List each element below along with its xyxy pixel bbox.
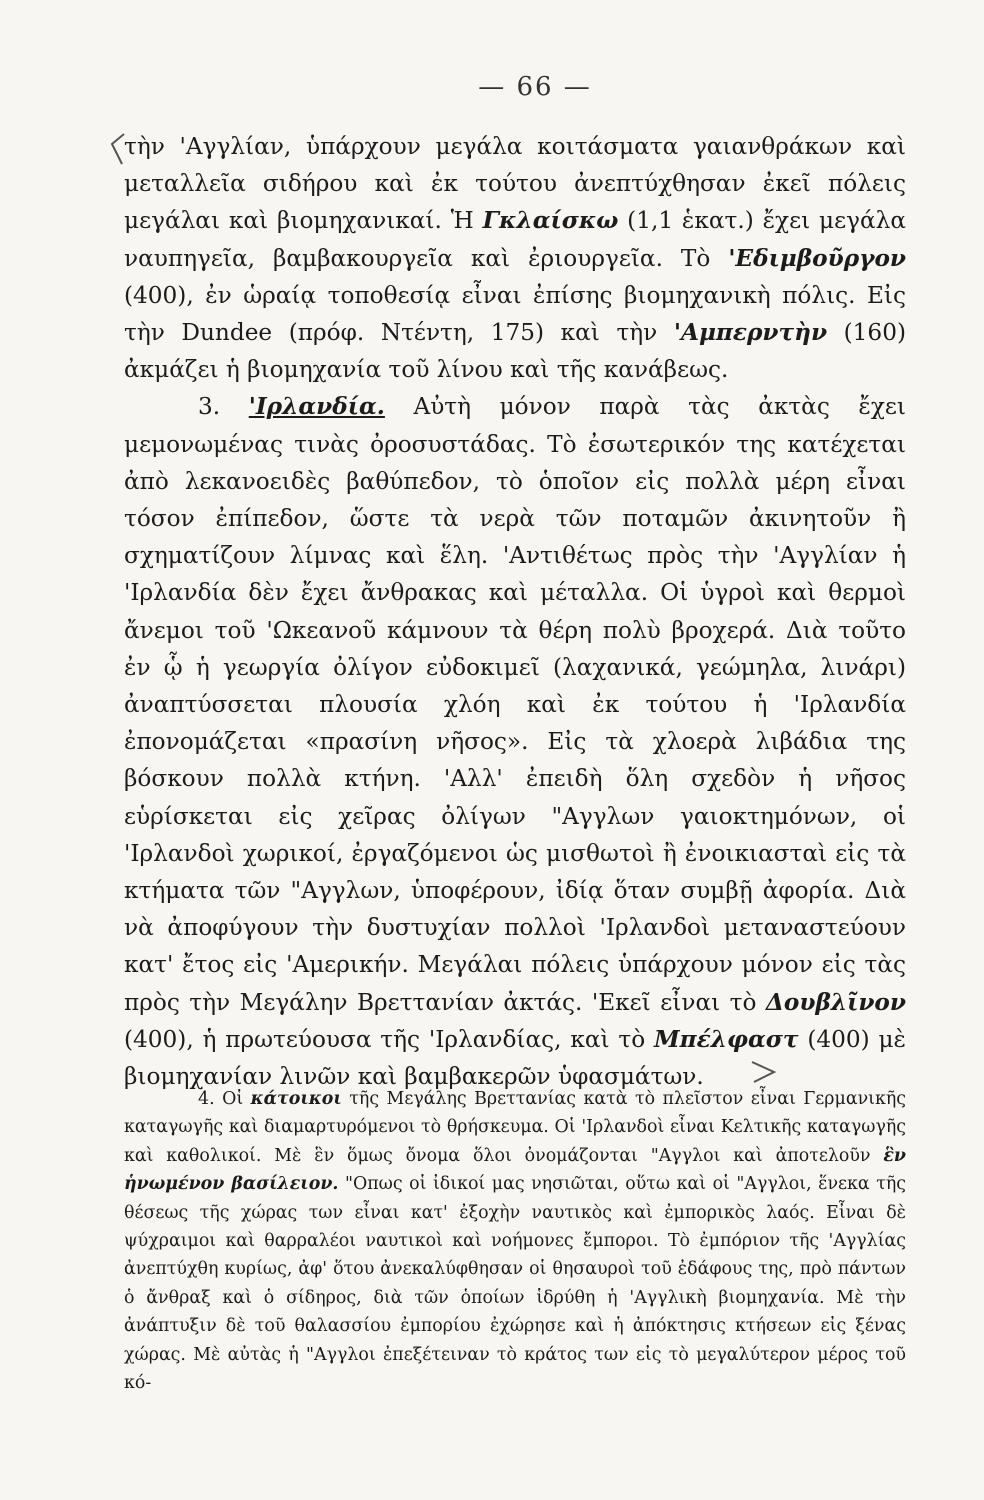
page-number: — 66 — bbox=[478, 72, 592, 102]
inhabitants-section bbox=[124, 1085, 906, 1397]
paragraph-scotland bbox=[124, 128, 906, 388]
section-heading-ireland: 'Ιρλανδία. bbox=[248, 393, 385, 421]
city-aberdeen: 'Αμπερντὴν bbox=[673, 319, 828, 347]
main-text bbox=[124, 128, 906, 1095]
text-span: Αὐτὴ μόνον παρὰ τὰς ἀκτὰς ἔχει μεμονωμένας τινὰς ὀροσυστάδας. Τὸ ἐσωτερικόν της κατέχεται ἀπὸ λεκανοειδὲς βαθύπεδον, τὸ ὁποῖον εἰς πολλὰ μέρη εἶναι τόσον ἐπίπεδον, ὥστε τὰ νερὰ τῶν ποταμῶν ἀκινητοῦν ἢ σχηματίζουν λίμνας καὶ ἕλη. 'Αντιθέτως πρὸς τὴν 'Αγγλίαν ἡ 'Ιρλανδία δὲν ἔχει ἄνθρακας καὶ μέταλλα. Οἱ ὑγροὶ καὶ θερμοὶ ἄνεμοι τοῦ 'Ωκεανοῦ κάμνουν τὰ θέρη πολὺ βροχερά. Διὰ τοῦτο ἐν ᾧ ἡ γεωργία ὀλίγον εὐδοκιμεῖ (λαχανικά, γεώμηλα, λινάρι) ἀναπτύσσεται πλουσία χλόη καὶ ἐκ τούτου ἡ 'Ιρλανδία ἐπονομάζεται «πρασίνη νῆσος». Εἰς τὰ χλοερὰ λιβάδια της βόσκουν πολλὰ κτήνη. 'Αλλ' ἐπειδὴ ὅλη σχεδὸν ἡ νῆσος εὑρίσκεται εἰς χεῖρας ὀλίγων "Αγγλων γαιοκτημόνων, οἱ 'Ιρλανδοὶ χωρικοί, ἐργαζόμενοι ὡς μισθωτοὶ ἢ ἐνοικιασταὶ εἰς τὰ κτήματα τῶν "Αγγλων, ὑποφέρουν, ἰδίᾳ ὅταν συμβῇ ἀφορία. Διὰ νὰ ἀποφύγουν τὴν δυστυχίαν πολλοὶ 'Ιρλανδοὶ μεταναστεύουν κατ' ἔτος εἰς 'Αμερικήν. Μεγάλαι πόλεις ὑπάρχουν μόνον εἰς τὰς πρὸς τὴν Μεγάλην Βρεττανίαν ἀκτάς. 'Εκεῖ εἶναι τὸ bbox=[124, 393, 906, 1016]
city-belfast: Μπέλφαστ bbox=[653, 1025, 799, 1053]
term-united-kingdom: ἓν ἡνωμένον βασίλειον. bbox=[124, 1145, 906, 1195]
section-number: 3. bbox=[198, 393, 249, 421]
paragraph-inhabitants bbox=[124, 1085, 906, 1397]
text-span: τῆς Μεγάλης Βρεττανίας κατὰ τὸ πλεῖστον εἶναι Γερμανικῆς καταγωγῆς καὶ διαμαρτυρόμενοι τὸ θρήσκευμα. Οἱ 'Ιρλανδοὶ εἶναι Κελτικῆς καταγωγῆς καὶ καθολικοί. Μὲ ἓν ὅμως ὄνομα ὅλοι ὀνομάζονται "Αγγλοι καὶ ἀποτελοῦν bbox=[124, 1089, 906, 1166]
text-span: (400), ἐν ὡραίᾳ τοποθεσίᾳ εἶναι ἐπίσης βιομηχανικὴ πόλις. Εἰς τὴν Dundee (πρόφ. Ντέντη, 175) καὶ τὴν bbox=[124, 281, 906, 347]
term-inhabitants: κάτοικοι bbox=[250, 1089, 342, 1109]
paragraph-ireland bbox=[124, 388, 906, 1095]
pencil-close-mark bbox=[748, 1058, 780, 1084]
text-span: (400) μὲ βιομηχανίαν λινῶν καὶ βαμβακερῶν ὑφασμάτων. bbox=[124, 1025, 906, 1091]
city-glasgow: Γκλαίσκω bbox=[482, 207, 619, 235]
city-edinburgh: 'Εδιμβοῦργον bbox=[728, 244, 906, 272]
text-span: (1,1 ἑκατ.) ἔχει μεγάλα ναυπηγεῖα, βαμβακουργεῖα καὶ ἐριουργεῖα. Τὸ bbox=[124, 207, 906, 272]
city-dublin: Δουβλῖνον bbox=[765, 988, 906, 1016]
text-span: (160) ἀκμάζει ἡ βιομηχανία τοῦ λίνου καὶ τῆς κανάβεως. bbox=[124, 319, 906, 384]
text-span: τὴν 'Αγγλίαν, ὑπάρχουν μεγάλα κοιτάσματα γαιανθράκων καὶ μεταλλεῖα σιδήρου καὶ ἐκ τούτου ἀνεπτύχθησαν ἐκεῖ πόλεις μεγάλαι καὶ βιομηχανικαί. Ἡ bbox=[124, 133, 906, 235]
text-span: (400), ἡ πρωτεύουσα τῆς 'Ιρλανδίας, καὶ τὸ bbox=[124, 1025, 654, 1053]
text-span: 4. Οἱ bbox=[198, 1089, 251, 1109]
text-span: "Οπως οἱ ἰδικοί μας νησιῶται, οὕτω καὶ οἱ "Αγγλοι, ἕνεκα τῆς θέσεως τῆς χώρας των εἶναι κατ' ἐξοχὴν ναυτικὸς καὶ ἐμπορικὸς λαός. Εἶναι δὲ ψύχραιμοι καὶ θαρραλέοι ναυτικοὶ καὶ νοήμονες ἔμποροι. Τὸ ἐμπόριον τῆς 'Αγγλίας ἀνεπτύχθη κυρίως, ἀφ' ὅτου ἀνεκαλύφθησαν οἱ θησαυροὶ τοῦ ἐδάφους της, πρὸ πάντων ὁ ἄνθραξ καὶ ὁ σίδηρος, διὰ τῶν ὁποίων ἱδρύθη ἡ 'Αγγλικὴ βιομηχανία. Μὲ τὴν ἀνάπτυξιν δὲ τοῦ θαλασσίου ἐμπορίου ἐχώρησε καὶ ἡ ἀπόκτησις κτήσεων εἰς ξένας χώρας. Μὲ αὐτὰς ἡ "Αγγλοι ἐπεξέτειναν τὸ κράτος των εἰς τὸ μεγαλύτερον μέρος τοῦ κό- bbox=[124, 1174, 906, 1394]
